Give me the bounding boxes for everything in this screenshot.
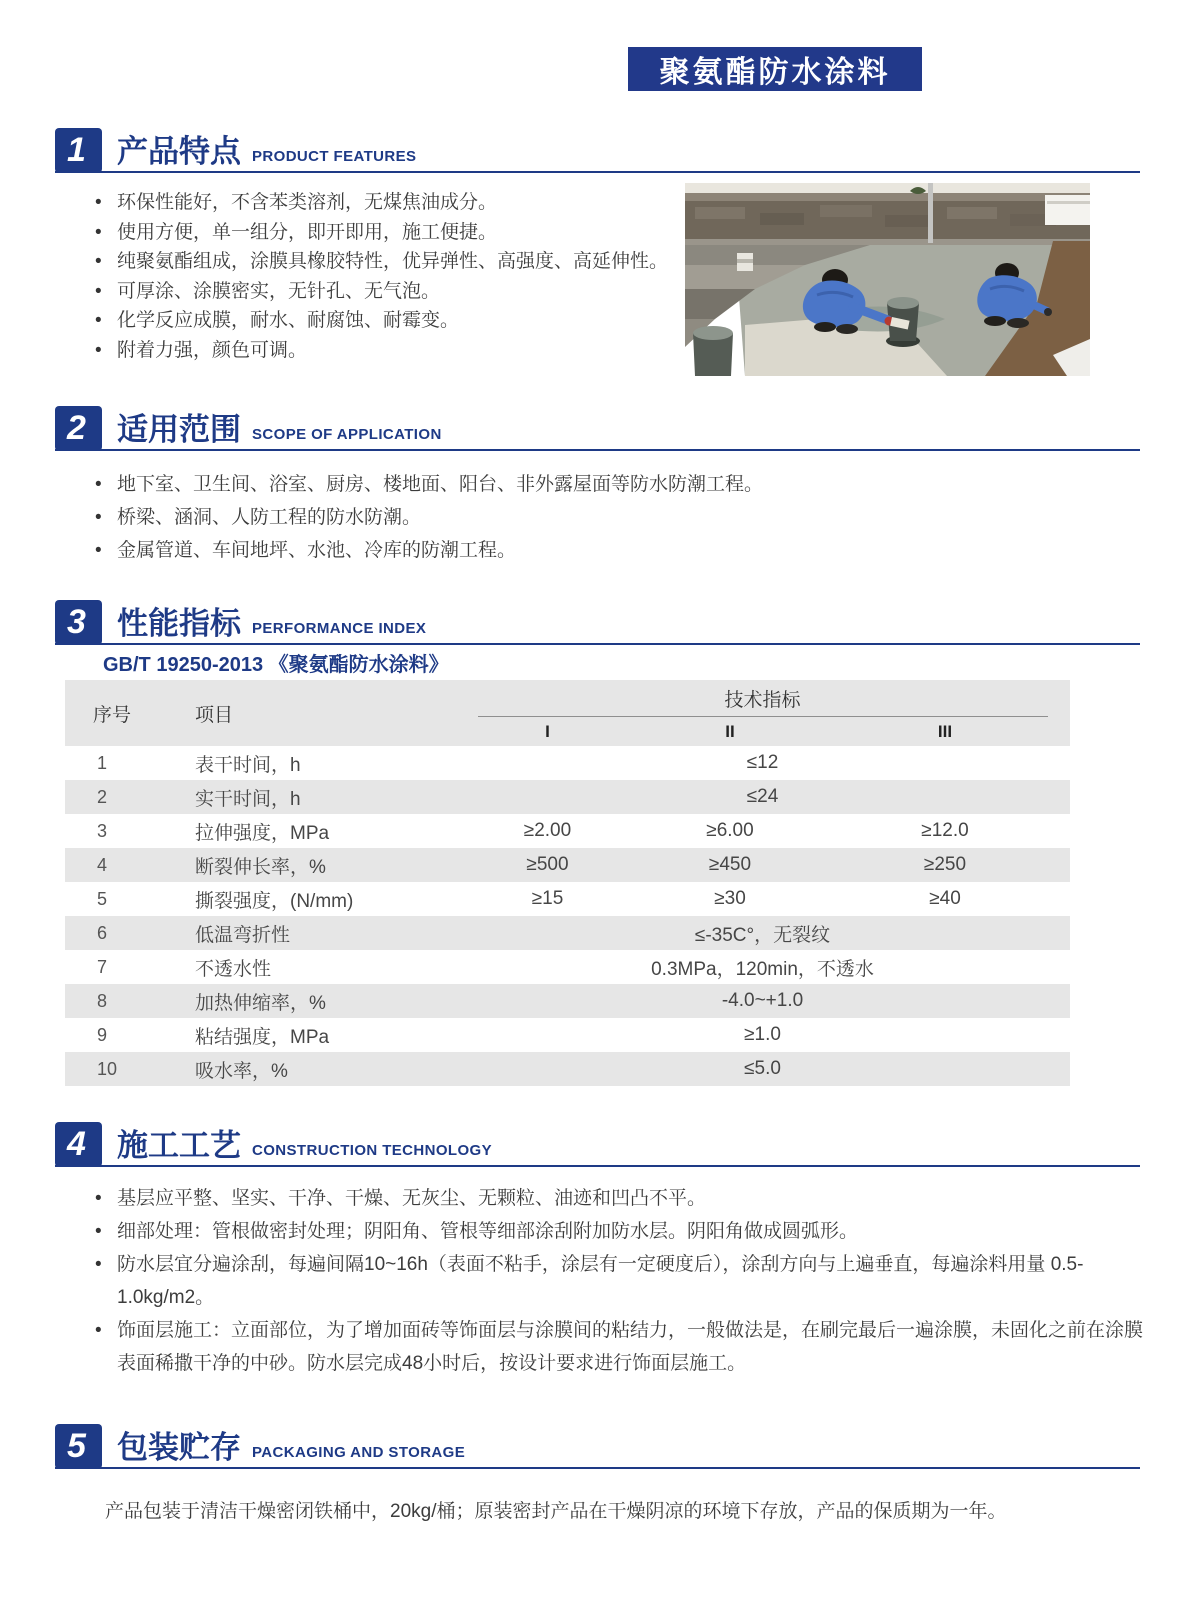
list-item-text: 防水层宜分遍涂刮，每遍间隔10~16h（表面不粘手，涂层有一定硬度后），涂刮方向与上遍垂直，每遍涂料用量 0.5-1.0kg/m2。 [117, 1254, 1084, 1308]
list-item-text: 饰面层施工：立面部位，为了增加面砖等饰面层与涂膜间的粘结力，一般做法是，在刷完最后一遍涂膜，未固化之前在涂膜表面稀撒干净的中砂。防水层完成48小时后，按设计要求进行饰面层施工。 [117, 1320, 1144, 1374]
section-4-number: 4 [55, 1122, 102, 1167]
row-item: 粘结强度，MPa [195, 1026, 330, 1048]
section-5-title: 包装贮存 [117, 1430, 241, 1465]
section-3-header [55, 600, 1140, 645]
table-row [65, 848, 1070, 882]
standard-reference: GB/T 19250-2013 《聚氨酯防水涂料》 [103, 654, 449, 676]
section-2-header [55, 406, 1140, 451]
row-no: 4 [97, 854, 108, 875]
list-item-text: 使用方便，单一组分，即开即用，施工便捷。 [117, 221, 498, 243]
section-3-subtitle: PERFORMANCE INDEX [252, 620, 427, 637]
table-row [65, 746, 1070, 780]
row-value: ≥6.00 [706, 820, 754, 841]
section-5-number: 5 [55, 1424, 102, 1469]
bullet-icon: • [95, 507, 102, 528]
row-item: 表干时间，h [195, 754, 301, 776]
list-item-text: 环保性能好，不含苯类溶剂，无煤焦油成分。 [117, 192, 498, 213]
row-value: ≤5.0 [744, 1058, 781, 1079]
row-no: 9 [97, 1024, 108, 1045]
bullet-icon: • [95, 1188, 102, 1209]
list-item-text: 桥梁、涵洞、人防工程的防水防潮。 [117, 507, 422, 528]
section-4-header [55, 1122, 1140, 1167]
row-value: ≥1.0 [744, 1024, 781, 1045]
performance-table [65, 680, 1070, 1086]
table-row [65, 1052, 1070, 1086]
section-1-subtitle: PRODUCT FEATURES [252, 148, 417, 165]
bullet-icon: • [95, 540, 102, 561]
list-item [95, 534, 1145, 567]
grade-2: II [725, 721, 735, 741]
row-value: ≤-35C°，无裂纹 [694, 924, 831, 946]
list-item [95, 1215, 1145, 1248]
table-row [65, 916, 1070, 950]
row-no: 3 [97, 820, 108, 841]
product-features-list [95, 188, 680, 365]
list-item [95, 1314, 1145, 1380]
bullet-icon: • [95, 310, 102, 331]
bullet-icon: • [95, 221, 102, 243]
row-no: 1 [97, 752, 108, 773]
row-value: ≥500 [526, 854, 569, 875]
grade-3: III [937, 721, 953, 741]
column-header-spec [455, 680, 1070, 746]
product-photo [685, 183, 1090, 376]
list-item [95, 306, 680, 336]
bullet-icon: • [95, 1254, 102, 1275]
grade-1: I [545, 721, 550, 741]
bullet-icon: • [95, 251, 102, 272]
row-value: ≥30 [714, 888, 746, 909]
table-row [65, 984, 1070, 1018]
list-item [95, 247, 680, 277]
list-item [95, 501, 1145, 534]
row-value: ≤12 [746, 752, 779, 773]
construction-list [95, 1182, 1145, 1380]
table-row [65, 780, 1070, 814]
section-5-header [55, 1424, 1140, 1469]
bullet-icon: • [95, 1320, 102, 1341]
row-no: 6 [97, 922, 108, 943]
section-4-title: 施工工艺 [117, 1128, 241, 1163]
list-item-text: 基层应平整、坚实、干净、干燥、无灰尘、无颗粒、油迹和凹凸不平。 [117, 1188, 707, 1209]
bullet-icon: • [95, 192, 102, 213]
list-item [95, 1182, 1145, 1215]
list-item-text: 金属管道、车间地坪、水池、冷库的防潮工程。 [117, 540, 517, 561]
list-item-text: 可厚涂、涂膜密实，无针孔、无气泡。 [117, 280, 441, 302]
table-row [65, 882, 1070, 916]
row-value: ≥40 [929, 888, 961, 909]
row-value: ≥12.0 [921, 820, 969, 841]
section-2-number: 2 [55, 406, 102, 451]
row-value: ≥2.00 [523, 820, 572, 841]
list-item-text: 化学反应成膜，耐水、耐腐蚀、耐霉变。 [117, 310, 460, 331]
list-item [95, 188, 680, 218]
row-item: 实干时间，h [195, 788, 301, 810]
list-item-text: 细部处理：管根做密封处理；阴阳角、管根等细部涂刮附加防水层。阴阳角做成圆弧形。 [117, 1221, 859, 1242]
section-4-subtitle: CONSTRUCTION TECHNOLOGY [252, 1142, 493, 1159]
row-item: 吸水率，% [195, 1060, 288, 1082]
section-3-number: 3 [55, 600, 102, 645]
list-item [95, 1248, 1145, 1314]
section-2-subtitle: SCOPE OF APPLICATION [252, 426, 442, 443]
row-no: 2 [97, 786, 108, 807]
row-item: 不透水性 [195, 958, 272, 980]
bullet-icon: • [95, 339, 102, 361]
row-value: ≥15 [531, 888, 564, 909]
column-header-item: 项目 [195, 704, 234, 726]
section-5-subtitle: PACKAGING AND STORAGE [252, 1444, 466, 1461]
row-item: 断裂伸长率，% [195, 856, 326, 878]
section-2-title: 适用范围 [117, 412, 241, 447]
table-header [65, 680, 1070, 746]
row-no: 10 [97, 1058, 118, 1079]
product-title: 聚氨酯防水涂料 [659, 56, 891, 89]
section-1-title: 产品特点 [117, 134, 241, 169]
table-row [65, 950, 1070, 984]
list-item [95, 468, 1145, 501]
list-item [95, 277, 680, 307]
scope-list [95, 468, 1145, 567]
section-3-title: 性能指标 [117, 606, 241, 641]
list-item-text: 纯聚氨酯组成，涂膜具橡胶特性，优异弹性、高强度、高延伸性。 [117, 251, 669, 272]
row-value: ≥450 [708, 854, 752, 875]
row-no: 8 [97, 990, 108, 1011]
row-value: ≤24 [746, 786, 779, 807]
row-no: 7 [97, 956, 108, 977]
bullet-icon: • [95, 474, 102, 495]
bullet-icon: • [95, 280, 102, 302]
list-item [95, 218, 680, 248]
column-header-no: 序号 [93, 704, 132, 726]
section-1-number: 1 [55, 128, 102, 173]
list-item [95, 336, 680, 366]
row-no: 5 [97, 888, 108, 909]
row-value: -4.0~+1.0 [721, 990, 804, 1011]
row-item: 低温弯折性 [195, 924, 291, 946]
title-banner [628, 47, 922, 91]
list-item-text: 地下室、卫生间、浴室、厨房、楼地面、阳台、非外露屋面等防水防潮工程。 [117, 474, 764, 495]
list-item-text: 附着力强，颜色可调。 [117, 339, 308, 361]
packaging-text: 产品包装于清洁干燥密闭铁桶中，20kg/桶；原装密封产品在干燥阴凉的环境下存放，产品的保质期为一年。 [105, 1501, 1007, 1522]
spec-title: 技术指标 [724, 689, 801, 711]
bullet-icon: • [95, 1221, 102, 1242]
table-row [65, 1018, 1070, 1052]
row-item: 加热伸缩率，% [195, 992, 326, 1014]
row-value: ≥250 [923, 854, 967, 875]
row-value: 0.3MPa，120min，不透水 [651, 958, 874, 980]
row-item: 拉伸强度，MPa [195, 822, 330, 844]
table-row [65, 814, 1070, 848]
grade-headers [455, 717, 1070, 742]
row-item: 撕裂强度，(N/mm) [195, 890, 354, 912]
section-1-header [55, 128, 1140, 173]
